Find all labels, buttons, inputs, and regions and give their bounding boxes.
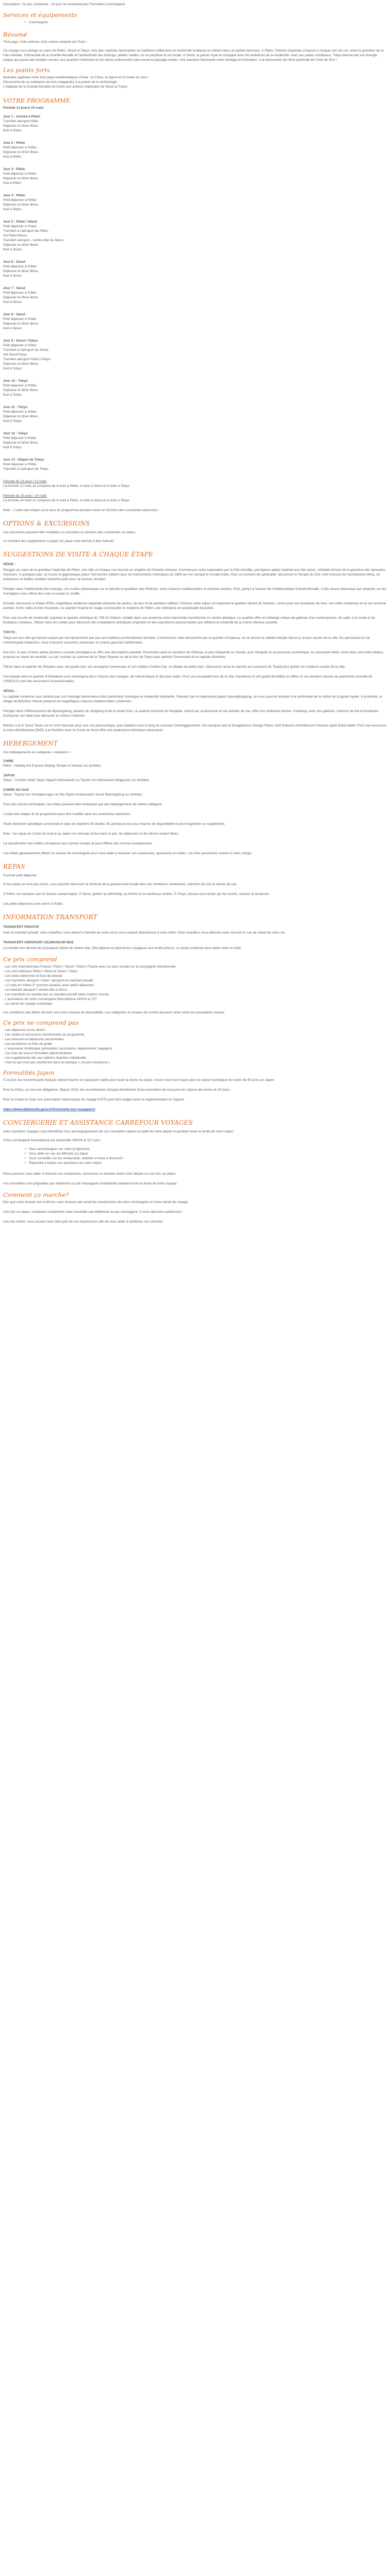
transport-line: La navette bus dessert les principaux hôtels du centre-ville. Elle dépose et reprend les voyageurs aux arrêts prévus. Le temps d'attente peut varier selon le trafic. [3,946,242,950]
day-block [3,286,388,304]
hebergement-groups [3,759,388,797]
hotel-line: Séoul : Toyoko Inn Yeongdeungpo ou Ibis Styles Ambassador Seoul Myeongdong ou similaire [3,793,142,796]
day-block [3,431,388,450]
day-line: Nuit à Tokyo. [3,419,23,423]
options-line: Le montant des suppléments à payer sur place sont donnés à titre indicatif. [3,539,115,543]
hebergement-heading: HEBERGEMENT [3,740,58,747]
comprend-item: - Les vols internationaux France / Pékin / Séoul / Tokyo / France avec ou sans escale sur la compagnie sélectionnée [3,965,176,969]
hotel-line: Pékin : Holiday Inn Express Beijing Temple of Heaven ou similaire [3,764,101,768]
transport-title: TRANSFERT AÉROPORT KILIMANOUR BUS [3,941,74,944]
services-heading: Services et équipements [3,11,77,19]
conciergerie-lead: Votre conciergerie francophone est disponible 24h/24 et 7j/7 pour : [3,1139,102,1142]
suggestions-heading: SUGGESTIONS DE VISITE À CHAQUE ÉTAPE [3,551,153,558]
suggestion-paragraph: Montez à la N Seoul Tower sur le mont Namsan pour une vue panoramique, puis baladez-vous le long du ruisseau Cheonggyecheon. Ne manquez pas le Dongdaemun Design Plaza, chef-d'œuvre d'architecture futuriste signé Zaha Hadid. Pour une excursion, la zone démilitarisée (DMZ) à la frontière avec la Corée du Nord offre une expérience historique saisissante. [3,724,387,732]
day-line: Vol Séoul/Tokyo. [3,353,28,357]
hotel-group [3,788,388,797]
point-line: Découverte de un ambiance de trois mégapoles à la pointe de la technologie [3,80,117,84]
day-line: Déjeuner et dîner libres. [3,177,39,180]
day-block [3,312,388,331]
formalites-link[interactable]: https://www.diplomatie.gouv.fr/fr/conseils-aux-voyageurs/ [3,1108,95,1111]
day-line: Nuit à Pékin. [3,181,22,185]
conciergerie-paragraph: Vos conseillers sont joignables par téléphone ou par messagerie instantanée pendant toute la durée de votre voyage. [3,1182,177,1185]
period-option-line: La formule 14 nuits se compose de 4 nuits à Pékin, 4 nuits à Séoul et 6 nuits à Tokyo. [3,499,131,502]
day-line: Transfert aéroport hôtel à Tokyo. [3,358,52,361]
day-line: Petit déjeuner à l'hôtel. [3,265,37,268]
conciergerie-bullet: • Vous conseiller sur les restaurants, activités et lieux à découvrir [29,1156,388,1161]
day-line: Déjeuner et dîner libres. [3,441,39,445]
day-title: Jour 10 : Tokyo [3,379,28,383]
programme-note: Note : L'ordre des étapes et le sens du programme peuvent varier en fonction des contraintes aériennes. [3,509,159,512]
day-title: Jour 4 : Pékin [3,194,25,197]
comprend-heading: Ce prix comprend [3,956,57,963]
day-line: Déjeuner et dîner libres. [3,362,39,366]
contact-paragraph: Une fois sur place, contactez simplement votre conseiller par téléphone ou par messagerie, il vous répondra rapidement. [3,1210,183,1214]
repas-paragraph: Les petits déjeuners sont servis à l'hôtel. [3,902,63,906]
day-block [3,219,388,252]
repas-paragraph: Si les repas ne sont pas inclus, vous pourrez découvrir la richesse de la gastronomie locale dans les nombreux restaurants, marchés de nuit et stands de rue. [3,883,237,886]
services-item: • Conciergerie [29,20,388,25]
day-block [3,457,388,471]
suggestion-paragraph: Tokyo est une ville qui fascine autant par son dynamisme que par ses traditions profondément ancrées. Commencez votre découverte par le quartier d'Asakusa, où se dresse le célèbre temple Senso-ji, le plus ancien de la ville. En parcourant la rue commerçante Nakamise, vous trouverez souvenirs artisanaux et snacks japonais traditionnels. [3,636,370,645]
options-line: Les excursions peuvent être modifiées ou annulées en fonction des contraintes sur place. [3,531,136,534]
day-title: Jour 5 : Pékin / Séoul [3,220,37,224]
days-list [3,114,388,471]
trip-page [0,0,391,1224]
day-block [3,260,388,278]
day-line: Petit déjeuner à l'hôtel. [3,344,37,347]
day-line: Nuit à Séoul. [3,274,23,278]
day-title: Jour 8 : Séoul [3,313,25,316]
day-line: Nuit à Pékin. [3,208,22,211]
contact-heading: Comment ça marche? [3,1191,69,1198]
noncompris-item: - Les déjeuners et les dîners [3,1028,46,1032]
day-line: Petit déjeuner à l'hôtel. [3,146,37,149]
period-option-title: Période de 15 jours / 14 nuits [3,494,47,498]
conciergerie-bullet: • Répondre à toutes vos questions sur votre séjour [29,1161,388,1165]
day-line: Nuit à Pékin. [3,155,22,159]
services-list [8,20,388,25]
suggestion-paragraph: Non loin, le parc d'Ueno abrite plusieurs musées prestigieux et offre une atmosphère paisible. Poursuivez avec le carrefour de Shibuya, le plus fréquenté au monde, puis Harajuku et sa jeunesse excentrique. Le sanctuaire Meiji, niché dans une forêt urbaine, propose un havre de sérénité. Le soir, montez au sommet de la Tokyo Skytree ou de la tour de Tokyo pour admirer l'immensité de la capitale illuminée. [3,651,384,659]
conciergerie-intro: Avec Carrefour Voyages vous bénéficiez d'un accompagnement de vos conseillers depuis la veille de votre départ et pendant toute la durée de votre séjour. [3,1130,235,1133]
formalites-paragraph: À ce jour, les ressortissants français doivent fournir un passeport valide pour toute la durée du séjour. Aucun visa n'est requis pour un séjour touristique de moins de 90 jours au Japon. [3,1078,275,1082]
day-title: Jour 13 : Départ de Tokyo [3,458,44,462]
period-option-line: La formule 12 nuits se compose de 4 nuits à Pékin, 4 nuits à Séoul et 4 nuits à Tokyo. [3,484,131,488]
hebergement-paragraph: Les hôtels généralement offrent un service de conciergerie pour vous aider à réserver vos restaurants, spectacles et visites. Les frais personnels restent à votre charge. [3,852,252,855]
suggestion-paragraph: Flânez dans le quartier de Shinjuku avec ses gratte-ciel, ses enseignes lumineuses et son célèbre Golden Gai, un dédale de petits bars. Découvrez aussi le marché aux poissons de Tsukiji pour goûter les meilleurs sushis de la ville. [3,665,346,669]
day-block [3,379,388,397]
repas-paragraph: À Pékin, ne manquez pas le fameux canard laqué. À Séoul, goûtez au bibimbap, au kimchi et au barbecue coréen. À Tokyo, laissez-vous tenter par les sushis, ramens et tempuras. [3,892,270,896]
comprend-list [3,964,388,1006]
transport-title: TRANSFERT PRIVATIF [3,925,39,929]
points-heading: Les points forts [3,66,50,74]
day-line: Déjeuner et dîner libres. [3,124,39,128]
day-line: Vol Pékin/Séoul. [3,234,28,238]
day-line: Petit déjeuner à l'hôtel. [3,172,37,176]
transport-heading: INFORMATION TRANSPORT [3,913,97,921]
contact-paras [3,1200,388,1224]
day-title: Jour 1 : Arrivée à Pékin [3,115,41,118]
day-line: Nuit à Tokyo. [3,393,23,397]
suggestion-paragraph: Plongez dans l'effervescence de Myeongdong, paradis du shopping et de la street food. Le quartier branché de Hongdae, animé par sa jeunesse et ses artistes de rue, offre une ambiance festive. Insadong, avec ses galeries, maisons de thé et boutiques d'artisanat, est idéal pour découvrir la culture coréenne. [3,709,379,718]
day-title: Jour 2 : Pékin [3,141,25,145]
day-line: Déjeuner et dîner libres. [3,415,39,418]
hebergement-paragraph: Pour des raisons techniques, les hôtels peuvent être remplacés par des hébergements de même catégorie. [3,803,162,806]
hebergement-paragraph: Note : les repas en Corée du Sud et au Japon ne sont pas inclus dans le prix, les déjeuners et les dîners restent libres. [3,832,180,836]
conciergerie-bullets [8,1147,388,1165]
suggestion-city: SÉOUL : [3,689,17,693]
day-line: Déjeuner et dîner libres. [3,150,39,154]
formalites-paragraph: Pour la Corée du Sud, une autorisation électronique de voyage K-ETA peut être exigée selon la réglementation en vigueur. [3,1098,185,1101]
day-line: Transfert aéroport hôtel. [3,120,39,123]
day-block [3,405,388,423]
hebergement-paras [3,802,388,856]
comprend-item: - L'assistance de notre conciergerie francophone 24h/24 et 7j/7 [3,997,97,1001]
period-option [3,494,388,503]
day-line: Transfert à l'aéroport de Tokyo. [3,467,50,471]
day-title: Jour 9 : Séoul / Tokyo [3,339,38,343]
programme-options [3,479,388,503]
comprend-item: - Les taxes aériennes et frais de dossier [3,974,63,978]
noncompris-item: - Les pourboires et frais de guide [3,1042,53,1046]
repas-title: Formule petit déjeuner : [3,874,39,877]
day-block [3,141,388,159]
resume-body: Ce voyage vous plonge au cœur de Pékin, Séoul et Tokyo, trois des capitales fascinantes où traditions millénaires et modernité éclatante se mêlent dans un parfait harmonie. À Pékin, l'histoire impériale s'impose à chaque coin de rue, entre la grandeur de la Cité Interdite, l'immensité de la Grande Muraille et l'authenticité des hutongs, petites ruelles, où se perpétue la vie locale. À Séoul, le passé royal se conjugue avec les ambitions de la modernité, avec ses palais somptueux. Tokyo étonne par son énergie unique qui passe des temples sereins aux quartiers futuristes où les néons redessinent sans cesse le paysage urbain. Une aventure fascinante entre héritage et innovation, à la découverte de l'âme profonde de l'Asie de l'Est ! [3,49,384,62]
resume-intro: Trois pays, trois cultures, trois visions uniques de l'Asie ! [3,40,87,44]
day-block [3,338,388,371]
day-line: Petit déjeuner à l'hôtel. [3,410,37,414]
suggestion-paragraph: Ensuite, découvrez le Palais d'Été, magnifique résidence impériale entourée de jardins, de lacs et de pavillons raffinés. Finissez votre séjour en explorant le quartier vibrant de Sanlitun, connu pour ses boutiques de luxe, ses cafés modernes et sa vie nocturne animée. Entre cafés et bars branchés, ce quartier incarne le visage cosmopolite et moderne de Pékin, une métropole en perpétuelle évolution. [3,602,386,610]
points-block [3,75,388,89]
day-line: Petit déjeuner à l'hôtel. [3,198,37,202]
repas-paras [3,882,388,906]
day-line: Petit déjeuner à l'hôtel. [3,291,37,295]
resume-heading: Résumé [3,31,27,38]
hotel-line: Tokyo : Comfort Hotel Tokyo Higashi Nihonbashi ou Toyoko Inn Nihonbashi Ningyocho ou similaire [3,778,149,782]
options-heading: OPTIONS & EXCURSIONS [3,520,90,527]
day-line: Transfert à l'aéroport de Séoul. [3,348,50,352]
day-block [3,167,388,185]
day-line: Déjeuner et dîner libres. [3,203,39,207]
day-line: Déjeuner et dîner libres. [3,296,39,299]
comprend-item: - Les transferts en navette bus ou transfert privatif selon l'option choisie [3,993,109,996]
day-line: Petit déjeuner à l'hôtel. [3,463,37,466]
suggestion-city: PÉKIN : [3,563,15,566]
day-line: Petit déjeuner à l'hôtel. [3,384,37,387]
comprend-item: - Les transferts aéroport / hôtel / aéroport en transfert privatif [3,979,93,982]
suggestion-paragraph: Pour une touche de modernité, explorez le quartier artistique du 798 Art District, installé dans une ancienne zone industrielle transformée en centre artistique. Le quartier offre un mélange unique de galeries d'art contemporain, de cafés à la mode et de boutiques créatives. Flânez dans les ruelles pour découvrir des installations artistiques originales et des expositions passionnantes qui reflètent la créativité de la scène chinoise actuelle. [3,616,375,624]
repas-heading: REPAS [3,863,25,870]
day-line: Petit déjeuner à l'hôtel. [3,317,37,321]
hotel-group [3,773,388,783]
comprend-item: - Le transfert aéroport / centre-ville à Séoul [3,988,67,992]
suggestions-list [3,562,388,733]
day-title: Jour 3 : Pékin [3,167,25,171]
conciergerie-heading: CONCIERGERIE ET ASSISTANCE CARREFOUR VOYAGES [3,1119,193,1126]
suggestion-city: TOKYO : [3,631,17,634]
noncompris-item: - Tout ce qui n'est pas mentionné dans la rubrique « Ce prix comprend » [3,1061,110,1064]
comprend-note: Les conditions des billets de train sont sous réserve de disponibilité. Les catégories et niveaux de confort peuvent varier selon les prestataires locaux. [3,1011,225,1014]
conciergerie-bullet: • Vous accompagner sur votre programme [29,1147,388,1151]
noncompris-list [3,1028,388,1065]
hotel-country: JAPON [3,774,15,777]
day-line: Nuit à Tokyo. [3,446,23,449]
day-title: Jour 12 : Tokyo [3,432,28,435]
day-line: Transfert aéroport - centre-ville de Séoul. [3,239,64,242]
programme-heading: VOTRE PROGRAMME [3,97,70,104]
noncompris-item: - Les boissons et dépenses personnelles [3,1038,64,1041]
noncompris-item: - Les suppléments liés aux options chambre individuelle [3,1056,86,1060]
contact-paragraph: Une fois rentré, vous pouvez nous faire part de vos impressions afin de nous aider à améliorer nos services. [3,1220,164,1224]
day-title: Jour 7 : Séoul [3,286,25,290]
day-line: Petit déjeuner à l'hôtel. [3,225,37,228]
conciergerie-bullet: • Vous aider en cas de difficulté sur place [29,1151,388,1156]
transport-blocks [3,925,388,951]
day-line: Nuit à Tokyo. [3,367,23,370]
hebergement-paragraph: La classification des hôtels correspond aux normes locales et peut différer des normes européennes. [3,842,153,845]
day-line: Transfert à l'aéroport de Pékin. [3,229,49,233]
formalites-heading: Formalités Japon [3,1069,55,1076]
day-line: Déjeuner et dîner libres. [3,388,39,392]
programme-period: Période 13 jours/ 10 nuits [3,106,44,110]
day-title: Jour 11 : Tokyo [3,405,28,409]
noncompris-heading: Ce prix ne comprend pas [3,1019,79,1026]
hotel-group [3,759,388,768]
period-option-title: Période de 13 jours / 12 nuits [3,480,47,483]
hotel-country: CHINE [3,759,14,763]
noncompris-item: - Les frais de visa et formalités administratives [3,1052,72,1055]
day-line: Déjeuner et dîner libres. [3,322,39,326]
day-line: Petit déjeuner à l'hôtel. [3,436,37,440]
day-title: Jour 6 : Séoul [3,260,25,264]
noncompris-item: - L'assurance multirisque (annulation, assistance, rapatriement, bagages) [3,1047,112,1050]
formalites-paras [3,1078,388,1102]
hebergement-intro: Vos hébergements en catégorie « standard » : [3,751,72,754]
comprend-item: - Le carnet de voyage numérique [3,1002,53,1006]
day-block [3,114,388,133]
suggestion-paragraph: Plongez dans l'authenticité des hutongs, ces ruelles pittoresques où se dévoile le quotidien des Pékinois, entre maisons traditionnelles et marchés animés. Puis, partez à l'assaut de l'emblématique Grande Muraille. Cette œuvre titanesque qui serpente sur les montagnes vous offrira des vues à couper le souffle. [3,587,386,596]
comprend-item: - 12 nuits en hôtels 3* (normes locales) avec petits déjeuners [3,984,94,987]
hebergement-paragraph: L'ordre des étapes et du programme peut être modifié selon les contraintes aériennes. [3,812,132,816]
day-line: Déjeuner et dîner libres. [3,269,39,273]
formalites-paragraph: Pour la Chine, un visa est obligatoire. Depuis 2024, les ressortissants français bénéficient d'une exemption de visa pour les séjours de moins de 30 jours. [3,1088,231,1092]
description-line: Description: Ce prix comprend : Ce prix ne comprend pas Formalités Conciergerie [3,3,125,6]
transport-line: Avec le transfert privatif, votre chauffeur vous attend à l'arrivée de votre vol et vous conduit directement à votre hôtel. Votre chauffeur vous attendra sans surcoût en cas de retard de votre vol. [3,931,286,935]
day-line: Nuit à Séoul. [3,248,23,251]
point-line: L'étapede de la Grande Muraille de Chine aux ambres impériales de Séoul et Tokyo [3,85,127,89]
hotel-country: CORÉE DU SUD [3,788,29,792]
day-line: Nuit à Séoul. [3,300,23,304]
point-line: Itinéraire captivant entre trois pays emblématiques d'Asie : la Chine, la Japon et la Corée du Sud ! [3,76,149,79]
conciergerie-paragraph: Nous pouvons vous aider à réserver vos restaurants, excursions et activités avant votre départ ou une fois sur place. [3,1172,176,1176]
suggestion-paragraph: La capitale coréenne vous séduira par son mélange harmonieux entre patrimoine historique et modernité trépidante. Débutez par le majestueux palais Gyeongbokgung, où vous pourrez assister à la cérémonie de la relève de la garde royale. À proximité, le village de Bukchon Hanok préserve de magnifiques maisons traditionnelles coréennes. [3,695,382,703]
conciergerie-more [3,1172,388,1186]
suggestion-paragraph: Plongez au cœur de la grandeur impériale de Pékin, une ville où chaque rue raconte un chapitre de l'histoire chinoise. Commencez votre exploration par la Cité Interdite, prestigieux palais impérial aux toits dorés, véritable témoin de la grandeur des dynasties chinoises. À quelques pas, se trouve la gigantesque place Tian'anmen célèbre pour les événements historiques de 1989 qui ont marqué le monde entier. Pour un moment de spiritualité, découvrez le Temple du Ciel, chef d'œuvre de l'architecture Ming, où empereurs et fidèles venaient autrefois prier pour de bonnes récoltes. [3,568,385,581]
day-block [3,193,388,212]
hebergement-paragraph: Toute demande spécifique concernant le type de chambre (lit double, lits jumeaux) est sous réserve de disponibilité et peut engendrer un supplément. [3,822,225,826]
day-line: Déjeuner et dîner libres. [3,243,39,247]
period-option [3,479,388,488]
contact-paragraph: Dès que votre dossier est confirmé, vous recevez par email les coordonnées de votre conciergerie et votre carnet de voyage. [3,1200,189,1204]
comprend-item: - Les vols intérieurs Pékin / Séoul et Séoul / Tokyo [3,970,78,973]
suggestion-paragraph: Une balade dans le quartier d'Akihabara vous immergera dans l'univers des mangas, de l'électronique et des jeux vidéo. Pour une escapade hors de la ville, Kamakura et son grand Bouddha ou Nikko et ses temples classés au patrimoine mondial de l'UNESCO sont des excursions incontournables. [3,675,372,683]
day-line: Nuit à Pékin. [3,129,22,132]
noncompris-item: - Les visites et excursions mentionnées au programme [3,1033,85,1037]
day-line: Nuit à Séoul. [3,327,23,330]
